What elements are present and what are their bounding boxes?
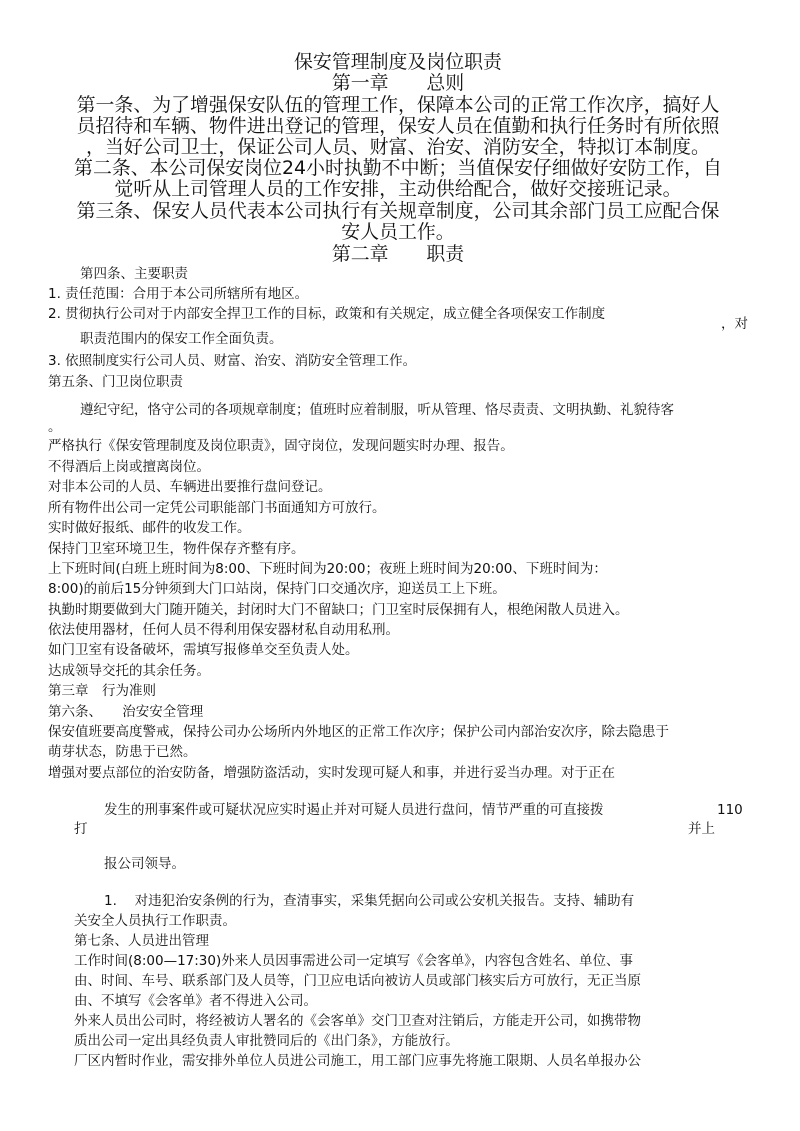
gate-duty-line: 。	[48, 419, 62, 435]
gate-duty-line: 保持门卫室环境卫生，物件保存齐整有序。	[48, 541, 305, 557]
gate-duty-line: 遵纪守纪，恪守公司的各项规章制度；值班时应着制服，听从管理、恪尽责责、文明执勤、礼貌待客	[80, 402, 674, 418]
duty-item-2: 2. 贯彻执行公司对于内部安全捍卫工作的目标，政策和有关规定，成立健全各项保安工作制度	[48, 306, 606, 322]
gate-duty-line: 所有物件出公司一定凭公司职能部门书面通知方可放行。	[48, 500, 386, 516]
security-line: 并上	[688, 821, 715, 837]
security-line: 发生的刑事案件或可疑状况应实时遏止并对可疑人员进行盘问，情节严重的可直接拨	[104, 802, 604, 818]
article-4-heading: 第四条、主要职责	[80, 266, 188, 282]
article-2-line: 第二条、本公司保安岗位24小时执勤不中断；当值保安仔细做好安防工作，自	[74, 157, 722, 179]
security-line: 1. 对违犯治安条例的行为，查清事实，采集凭据向公司或公安机关报告。支持、辅助有	[104, 893, 635, 909]
article-6-heading: 第六条、 治安安全管理	[48, 704, 204, 720]
article-2-line: 觉听从上司管理人员的工作安排，主动供给配合，做好交接班记录。	[114, 178, 682, 200]
article-1-line: 第一条、为了增强保安队伍的管理工作，保障本公司的正常工作次序，搞好人	[76, 94, 720, 116]
gate-duty-line: 依法使用器材，任何人员不得利用保安器材私自动用私刑。	[48, 622, 399, 638]
duty-item-2-cont: 职责范围内的保安工作全面负责。	[80, 331, 283, 347]
document-title: 保安管理制度及岗位职责	[294, 51, 502, 73]
security-line: 打	[74, 821, 88, 837]
security-line: 报公司领导。	[104, 856, 185, 872]
article-1-line: ，当好公司卫士，保证公司人员、财富、治安、消防安全，特拟订本制度。	[86, 136, 710, 158]
visitor-line: 由、时间、车号、联系部门及人员等，门卫应电话向被访人员或部门核实后方可放行，无正当原	[74, 973, 641, 989]
duty-item-2-tail: ，对	[721, 316, 748, 332]
gate-duty-line: 如门卫室有设备破坏，需填写报修单交至负责人处。	[48, 642, 359, 658]
gate-duty-line: 上下班时间(白班上班时间为8:00、下班时间为20:00；夜班上班时间为20:00、下班时间为：	[48, 561, 607, 577]
visitor-line: 厂区内暂时作业，需安排外单位人员进公司施工，用工部门应事先将施工限期、人员名单报办公	[74, 1053, 641, 1069]
chapter-3-heading: 第三章 行为准则	[48, 683, 156, 699]
article-7-heading: 第七条、人员进出管理	[74, 933, 209, 949]
article-3-line: 安人员工作。	[341, 221, 455, 243]
gate-duty-line: 达成领导交托的其余任务。	[48, 663, 210, 679]
emergency-number: 110	[717, 802, 743, 818]
gate-duty-line: 严格执行《保安管理制度及岗位职责》，固守岗位，发现问题实时办理、报告。	[48, 438, 514, 454]
security-line: 萌芽状态，防患于已然。	[48, 744, 197, 760]
gate-duty-line: 不得酒后上岗或擅离岗位。	[48, 459, 210, 475]
article-5-heading: 第五条、门卫岗位职责	[48, 374, 183, 390]
visitor-line: 外来人员出公司时，将经被访人署名的《会客单》交门卫查对注销后，方能走开公司，如携带物	[74, 1013, 641, 1029]
article-3-line: 第三条、保安人员代表本公司执行有关规章制度，公司其余部门员工应配合保	[76, 200, 720, 222]
article-1-line: 员招待和车辆、物件进出登记的管理，保安人员在值勤和执行任务时有所依照	[76, 115, 720, 137]
security-line: 增强对要点部位的治安防备，增强防盗活动，实时发现可疑人和事，并进行妥当办理。对于正在	[48, 765, 615, 781]
security-line: 关安全人员执行工作职责。	[74, 913, 236, 929]
gate-duty-line: 实时做好报纸、邮件的收发工作。	[48, 520, 251, 536]
security-line: 保安值班要高度警戒，保持公司办公场所内外地区的正常工作次序；保护公司内部治安次序，除去隐患于	[48, 724, 669, 740]
duty-item-3: 3. 依照制度实行公司人员、财富、治安、消防安全管理工作。	[48, 353, 417, 369]
gate-duty-line: 8:00)的前后15分钟须到大门口站岗，保持门口交通次序，迎送员工上下班。	[48, 581, 506, 597]
visitor-line: 由、不填写《会客单》者不得进入公司。	[74, 993, 317, 1009]
visitor-line: 质出公司一定出具经负责人审批赞同后的《出门条》，方能放行。	[74, 1033, 459, 1049]
chapter-1-heading: 第一章 总则	[331, 72, 465, 94]
gate-duty-line: 对非本公司的人员、车辆进出要推行盘问登记。	[48, 479, 332, 495]
gate-duty-line: 执勤时期要做到大门随开随关，封闭时大门不留缺口；门卫室时辰保拥有人，根绝闲散人员进入。	[48, 602, 629, 618]
visitor-line: 工作时间(8:00—17:30)外来人员因事需进公司一定填写《会客单》，内容包含姓名、单位、事	[74, 953, 634, 969]
chapter-2-heading: 第二章 职责	[331, 243, 465, 265]
duty-item-1: 1. 责任范围：合用于本公司所辖所有地区。	[48, 286, 309, 302]
